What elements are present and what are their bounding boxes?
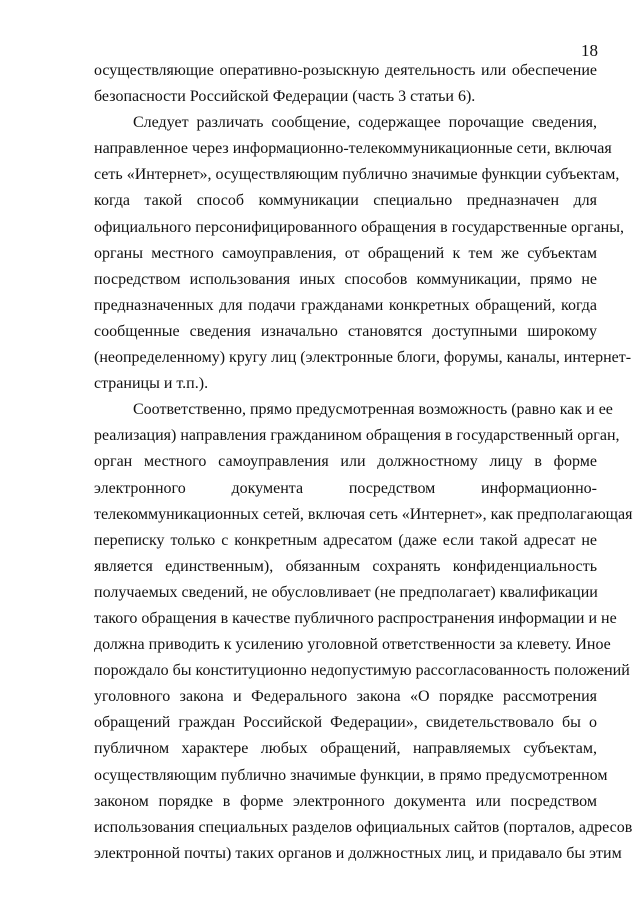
text-line: сообщенные сведения изначально становятся доступными широкому <box>94 322 597 340</box>
text-line: публичном характере любых обращений, направляемых субъектам, <box>94 740 597 758</box>
text-line: законом порядке в форме электронного документа или посредством <box>94 792 597 810</box>
text-line: уголовного закона и Федерального закона «О порядке рассмотрения <box>94 688 597 706</box>
text-line: органы местного самоуправления, от обращений к тем же субъектам <box>94 244 597 262</box>
text-line: переписку только с конкретным адресатом (даже если такой адресат не <box>94 531 597 549</box>
page-number: 18 <box>581 41 598 60</box>
text-line: должна приводить к усилению уголовной ответственности за клевету. Иное <box>94 636 611 654</box>
text-line: орган местного самоуправления или должностному лицу в форме <box>94 453 597 471</box>
text-line: направленное через информационно-телекоммуникационные сети, включая <box>94 140 612 158</box>
text-line: телекоммуникационных сетей, включая сеть «Интернет», как предполагающая <box>94 505 633 523</box>
text-line: использования специальных разделов официальных сайтов (порталов, адресов <box>94 818 633 836</box>
text-line: официального персонифицированного обращения в государственные органы, <box>94 218 624 236</box>
text-line: является единственным), обязанным сохранять конфиденциальность <box>94 557 597 575</box>
text-line: предназначенных для подачи гражданами конкретных обращений, когда <box>94 296 597 314</box>
document-body <box>94 58 633 867</box>
text-line: страницы и т.п.). <box>94 375 209 393</box>
text-line: реализация) направления гражданином обращения в государственный орган, <box>94 427 620 445</box>
text-line: осуществляющим публично значимые функции, в прямо предусмотренном <box>94 766 608 784</box>
text-line: когда такой способ коммуникации специально предназначен для <box>94 192 597 210</box>
text-line: получаемых сведений, не обусловливает (не предполагает) квалификации <box>94 583 598 601</box>
text-line: сеть «Интернет», осуществляющим публично значимые функции субъектам, <box>94 166 620 184</box>
text-line: посредством использования иных способов коммуникации, прямо не <box>94 270 597 288</box>
text-line: порождало бы конституционно недопустимую рассогласованность положений <box>94 662 630 680</box>
paragraph-first-line: Соответственно, прямо предусмотренная возможность (равно как и ее <box>133 401 613 419</box>
text-line: безопасности Российской Федерации (часть 3 статьи 6). <box>94 88 476 106</box>
text-line: такого обращения в качестве публичного распространения информации и не <box>94 609 617 627</box>
text-line: (неопределенному) кругу лиц (электронные блоги, форумы, каналы, интернет- <box>94 349 632 367</box>
text-line: обращений граждан Российской Федерации», свидетельствовало бы о <box>94 714 597 732</box>
text-line: электронного документа посредством информационно- <box>94 479 597 497</box>
text-line: электронной почты) таких органов и должностных лиц, и придавало бы этим <box>94 844 622 862</box>
paragraph-first-line: Следует различать сообщение, содержащее порочащие сведения, <box>133 114 597 132</box>
text-line: осуществляющие оперативно-розыскную деятельность или обеспечение <box>94 62 597 79</box>
